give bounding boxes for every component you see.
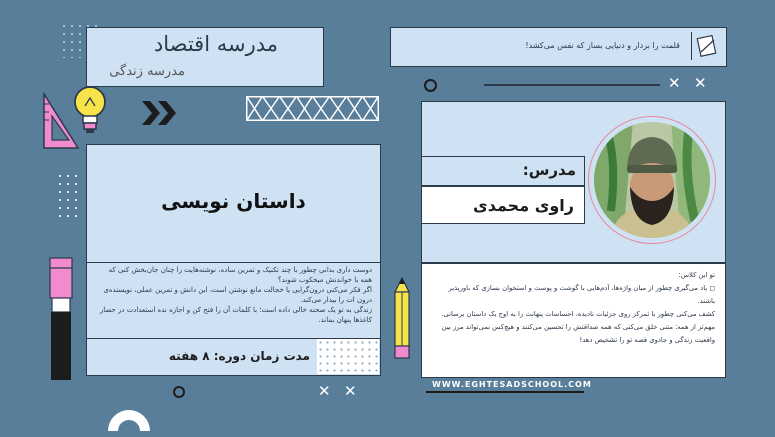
logo-panel [86,27,324,87]
teacher-label: مدرس: [522,161,576,179]
teacher-label-box [421,156,585,186]
duration-bar [86,338,381,376]
teacher-photo [588,116,716,244]
course-description [95,265,372,325]
avatar [593,121,711,239]
duration-text [169,349,310,363]
class-info-line: ◻ یاد می‌گیری چطور از میان واژه‌ها، آدم‌هایی با گوشت و پوست و استخوان بسازی که باورپذیر باشند. [448,284,715,305]
pencil-icon [391,276,413,360]
class-info-heading: تو این کلاس: [678,271,715,279]
quote-bar [390,27,727,67]
teacher-name: راوی محمدی [473,196,574,215]
class-info-text [432,269,715,347]
course-description-line: دوست داری بدانی چطور با چند تکنیک و تمرین ساده، نوشته‌هایت را چنان جان‌بخش کنی که همه با خواندنش میخکوب شوند؟ [108,266,372,284]
website-link[interactable]: WWW.EGHTESADSCHOOL.COM [432,380,592,389]
teacher-name-box [421,186,585,224]
line-decoration [484,84,660,86]
line-decoration [426,391,584,393]
course-description-line: اگر فکر می‌کنی درون‌گرایی یا خجالت مانع نوشتن است، این دانش و تمرین عملی، نویسنده‌ی درون ات را بیدار می‌کند. [103,286,372,304]
teacher-panel [421,101,726,263]
notebook-icon [691,32,720,60]
light-bulb-icon [70,84,110,136]
x-decoration: ✕ [318,382,331,400]
class-info-line: واقعیت زندگی و جادوی قصه تو را تشخیص دهد! [579,336,715,344]
dot-pattern-decoration [317,339,379,374]
ring-decoration [173,386,185,398]
course-title: داستان نویسی [161,189,306,213]
x-decoration: ✕ [668,74,681,92]
logo-subtitle: مدرسه زندگی [109,64,185,79]
half-ring-decoration [104,383,154,433]
marker-icon [48,254,74,384]
class-info-box [421,263,726,378]
x-decoration: ✕ [694,74,707,92]
ring-decoration [424,79,437,92]
course-panel [86,144,381,349]
quote-text: قلمت را بردار و دنیایی بساز که نفس می‌کشد! [525,41,680,50]
class-info-line: کشف می‌کنی چطور با تمرکز روی جزئیات نادیده، احساسات پنهانت را به اوج یک داستان برسانی. [441,310,715,318]
dot-pattern-decoration [56,172,78,218]
x-decoration: ✕ [344,382,357,400]
duration-label: مدت زمان دوره: [213,349,310,363]
x-pattern-banner [246,96,379,121]
logo-title: مدرسه اقتصاد [153,32,278,56]
double-chevron-icon [140,98,180,128]
class-info-line: مهم‌تر از همه: متنی خلق می‌کنی که همه صداقتش را تحسین می‌کنند و هیچ‌کس نمی‌تواند مرز بین [441,323,715,331]
duration-value: ۸ هفته [168,349,210,363]
course-description-line: زندگی به تو یک صحنه خالی داده است؛ با کلمات آن را فتح کن و اجازه نده استعدادت در حصار کاغذها پنهان بماند. [99,306,372,324]
